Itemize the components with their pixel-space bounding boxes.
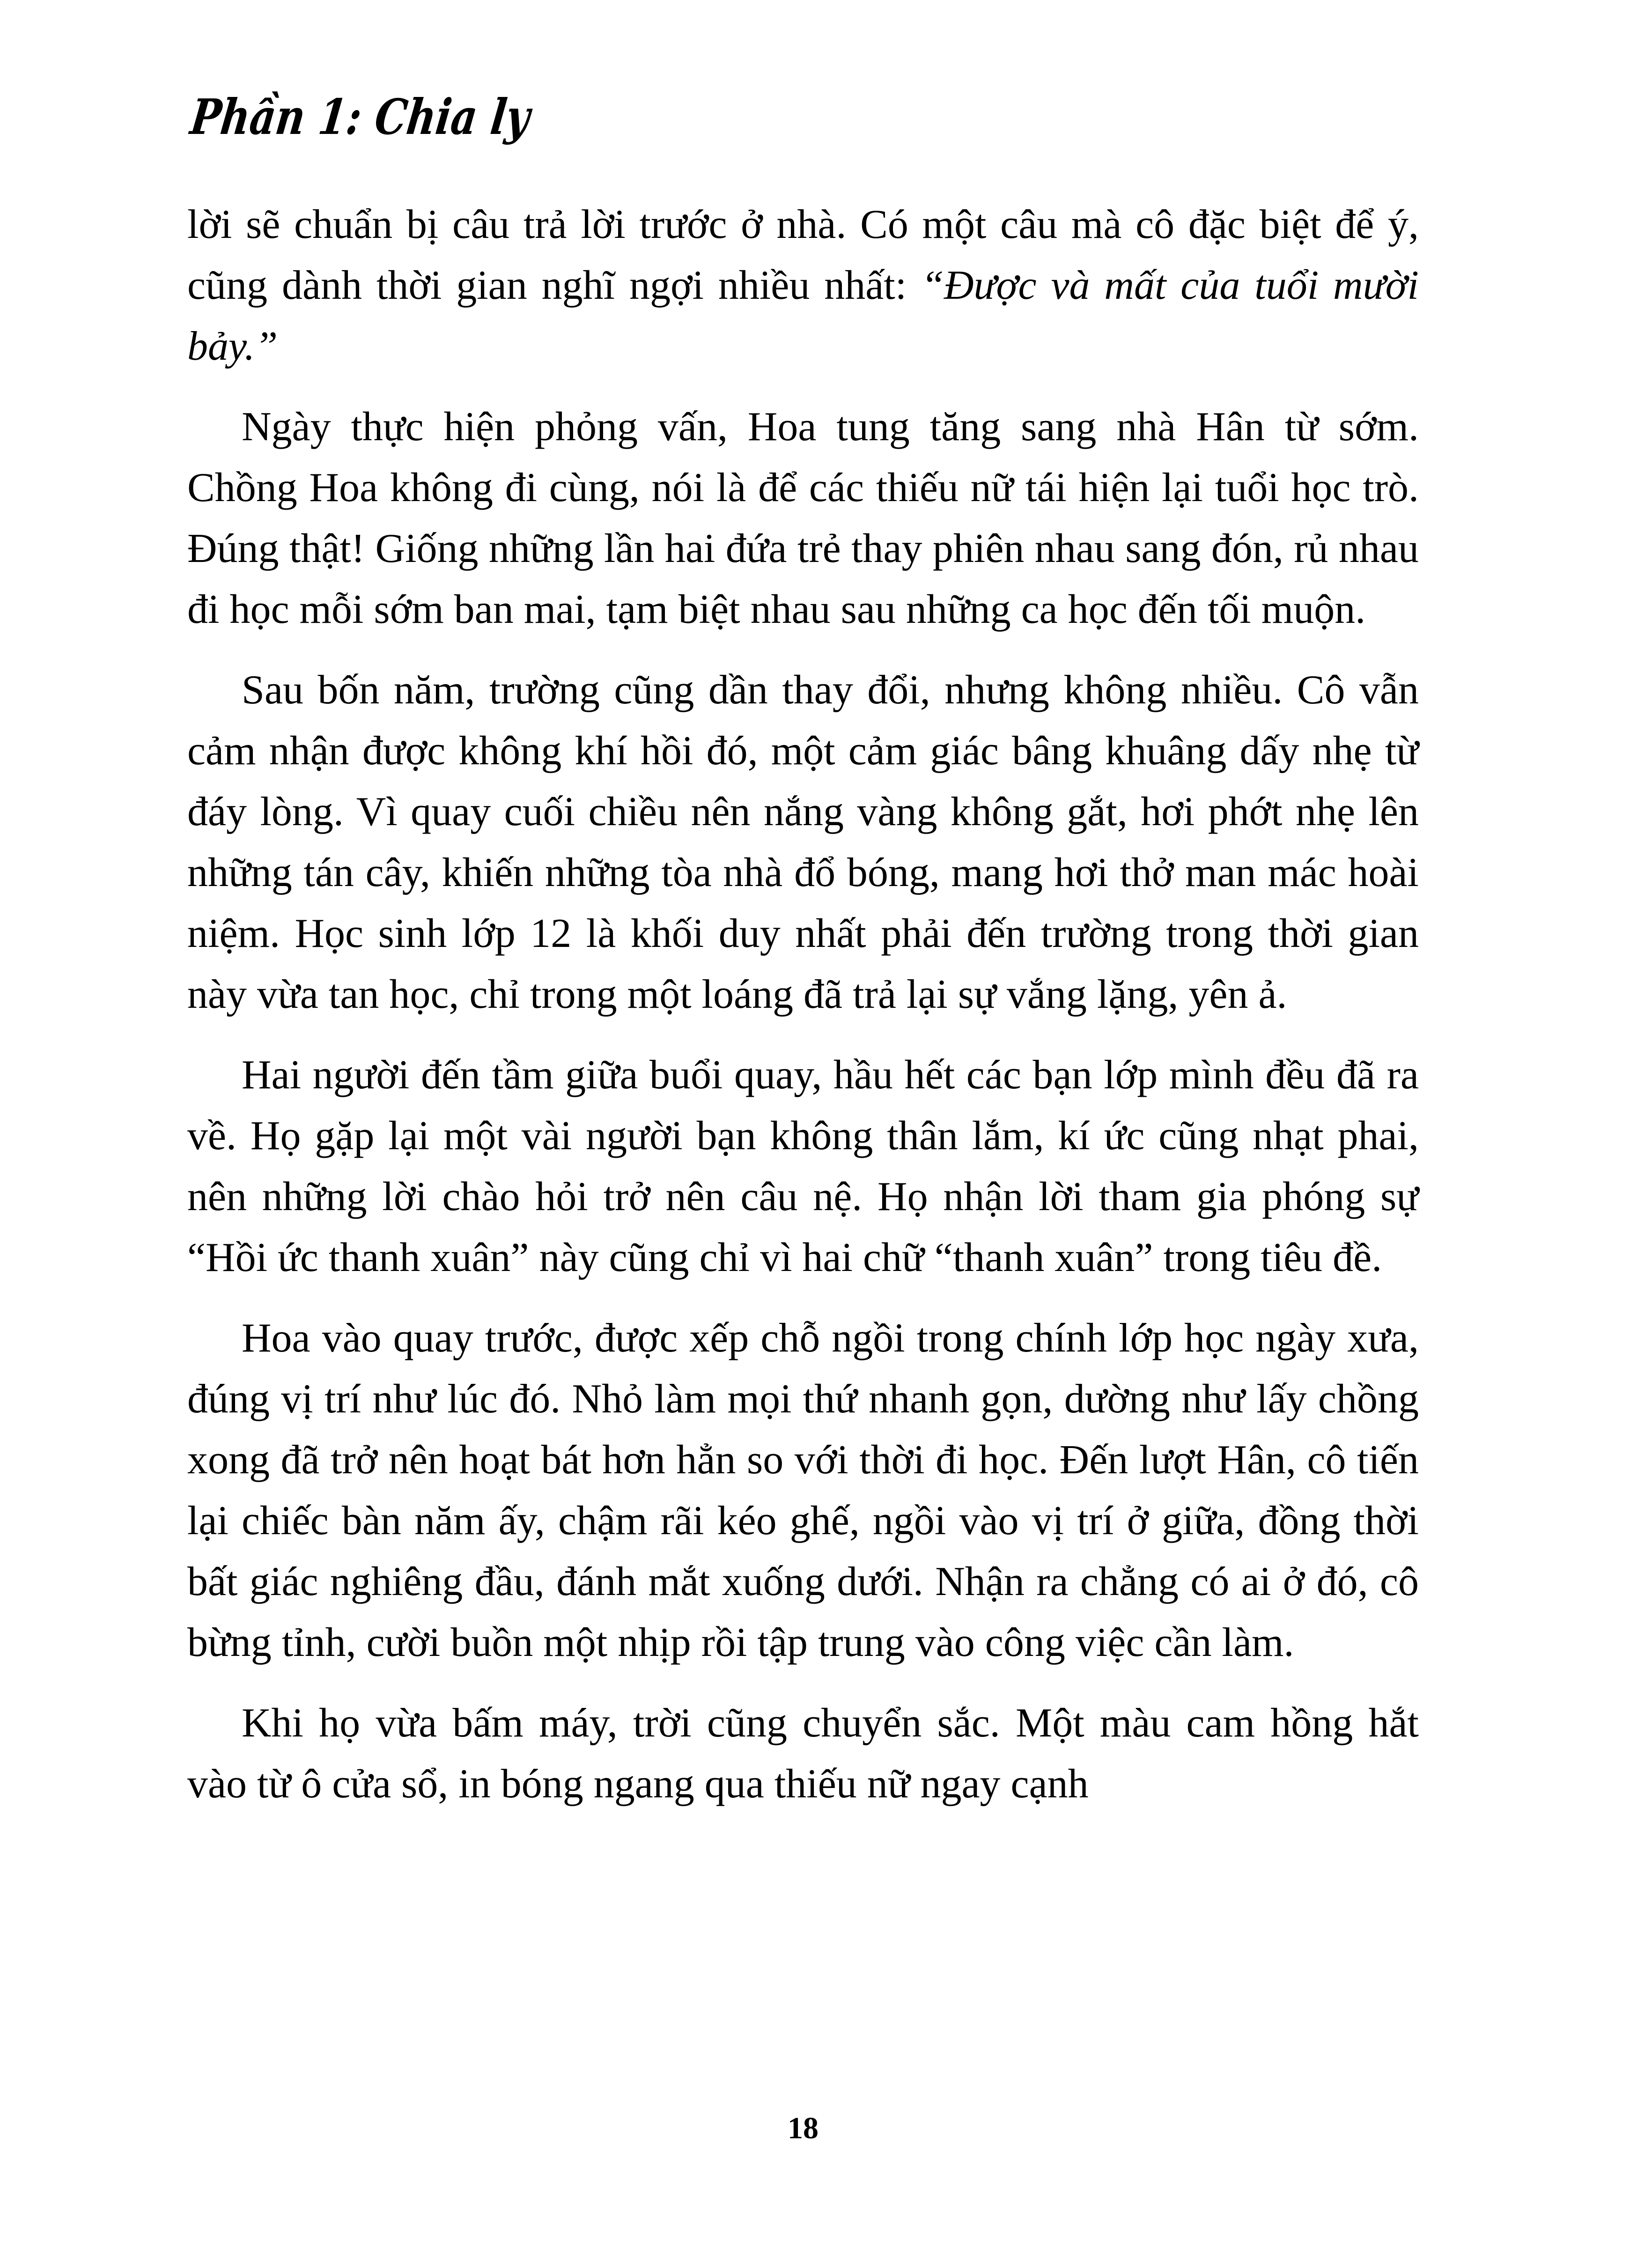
paragraph (187, 660, 1419, 1025)
body-text-segment: lời sẽ chuẩn bị câu trả lời trước ở nhà. Có một câu mà cô đặc biệt để ý, cũng dành thời gian nghĩ ngợi nhiều nhất: (187, 202, 1419, 308)
body-text-segment: Hai người đến tầm giữa buổi quay, hầu hết các bạn lớp mình đều đã ra về. Họ gặp lại một vài người bạn không thân lắm, kí ức cũng nhạt phai, nên những lời chào hỏi trở nên câu nệ. Họ nhận lời tham gia phóng sự “Hồi ức thanh xuân” này cũng chỉ vì hai chữ “thanh xuân” trong tiêu đề. (187, 1052, 1419, 1280)
page-number: 18 (788, 2111, 818, 2145)
paragraph (187, 194, 1419, 377)
section-header: Phần 1: Chia ly (187, 88, 533, 146)
paragraph (187, 1308, 1419, 1673)
italic-quote-text: “Được và mất của tuổi mười bảy.” (187, 263, 1419, 369)
body-text-segment: Ngày thực hiện phỏng vấn, Hoa tung tăng sang nhà Hân từ sớm. Chồng Hoa không đi cùng, nói là để các thiếu nữ tái hiện lại tuổi học trò. Đúng thật! Giống những lần hai đứa trẻ thay phiên nhau sang đón, rủ nhau đi học mỗi sớm ban mai, tạm biệt nhau sau những ca học đến tối muộn. (187, 404, 1419, 632)
body-text-segment: Khi họ vừa bấm máy, trời cũng chuyển sắc. Một màu cam hồng hắt vào từ ô cửa sổ, in bóng ngang qua thiếu nữ ngay cạnh (187, 1700, 1419, 1807)
paragraph (187, 1045, 1419, 1288)
body-text-segment: Sau bốn năm, trường cũng dần thay đổi, nhưng không nhiều. Cô vẫn cảm nhận được không khí hồi đó, một cảm giác bâng khuâng dấy nhẹ từ đáy lòng. Vì quay cuối chiều nên nắng vàng không gắt, hơi phớt nhẹ lên những tán cây, khiến những tòa nhà đổ bóng, mang hơi thở man mác hoài niệm. Học sinh lớp 12 là khối duy nhất phải đến trường trong thời gian này vừa tan học, chỉ trong một loáng đã trả lại sự vắng lặng, yên ả. (187, 667, 1419, 1017)
body-text-segment: Hoa vào quay trước, được xếp chỗ ngồi trong chính lớp học ngày xưa, đúng vị trí như lúc đó. Nhỏ làm mọi thứ nhanh gọn, dường như lấy chồng xong đã trở nên hoạt bát hơn hẳn so với thời đi học. Đến lượt Hân, cô tiến lại chiếc bàn năm ấy, chậm rãi kéo ghế, ngồi vào vị trí ở giữa, đồng thời bất giác nghiêng đầu, đánh mắt xuống dưới. Nhận ra chẳng có ai ở đó, cô bừng tỉnh, cười buồn một nhịp rồi tập trung vào công việc cần làm. (187, 1315, 1419, 1665)
paragraphs-container (187, 194, 1419, 1815)
paragraph (187, 1693, 1419, 1815)
paragraph (187, 397, 1419, 640)
